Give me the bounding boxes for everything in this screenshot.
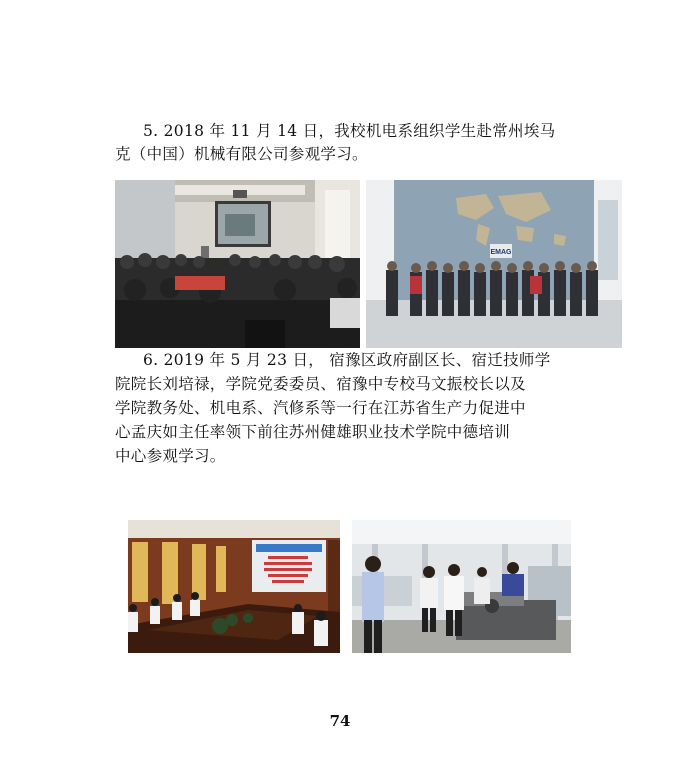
paragraph-line: 心孟庆如主任率领下前往苏州健雄职业技术学院中德培训 <box>115 423 511 441</box>
photo-meeting-room <box>128 520 340 653</box>
paragraph-line: 中心参观学习。 <box>115 447 226 465</box>
paragraph-line: 学院教务处、机电系、汽修系等一行在江苏省生产力促进中 <box>115 399 526 417</box>
photo-lecture-hall <box>115 180 360 348</box>
photo-workshop-visit <box>352 520 571 653</box>
paragraph-line: 克（中国）机械有限公司参观学习。 <box>115 145 368 163</box>
paragraph-line: 5. 2018 年 11 月 14 日，我校机电系组织学生赴常州埃马 <box>143 122 556 140</box>
paragraph-line: 6. 2019 年 5 月 23 日， 宿豫区政府副区长、宿迁技师学 <box>143 351 551 369</box>
emag-logo: EMAG <box>490 249 512 256</box>
photo-group-emag <box>366 180 622 348</box>
paragraph-line: 院院长刘培禄，学院党委委员、宿豫中专校马文振校长以及 <box>115 375 526 393</box>
paragraph-visit-emag <box>115 120 585 166</box>
paragraph-visit-suzhou <box>115 348 585 468</box>
page-number: 74 <box>329 712 351 730</box>
